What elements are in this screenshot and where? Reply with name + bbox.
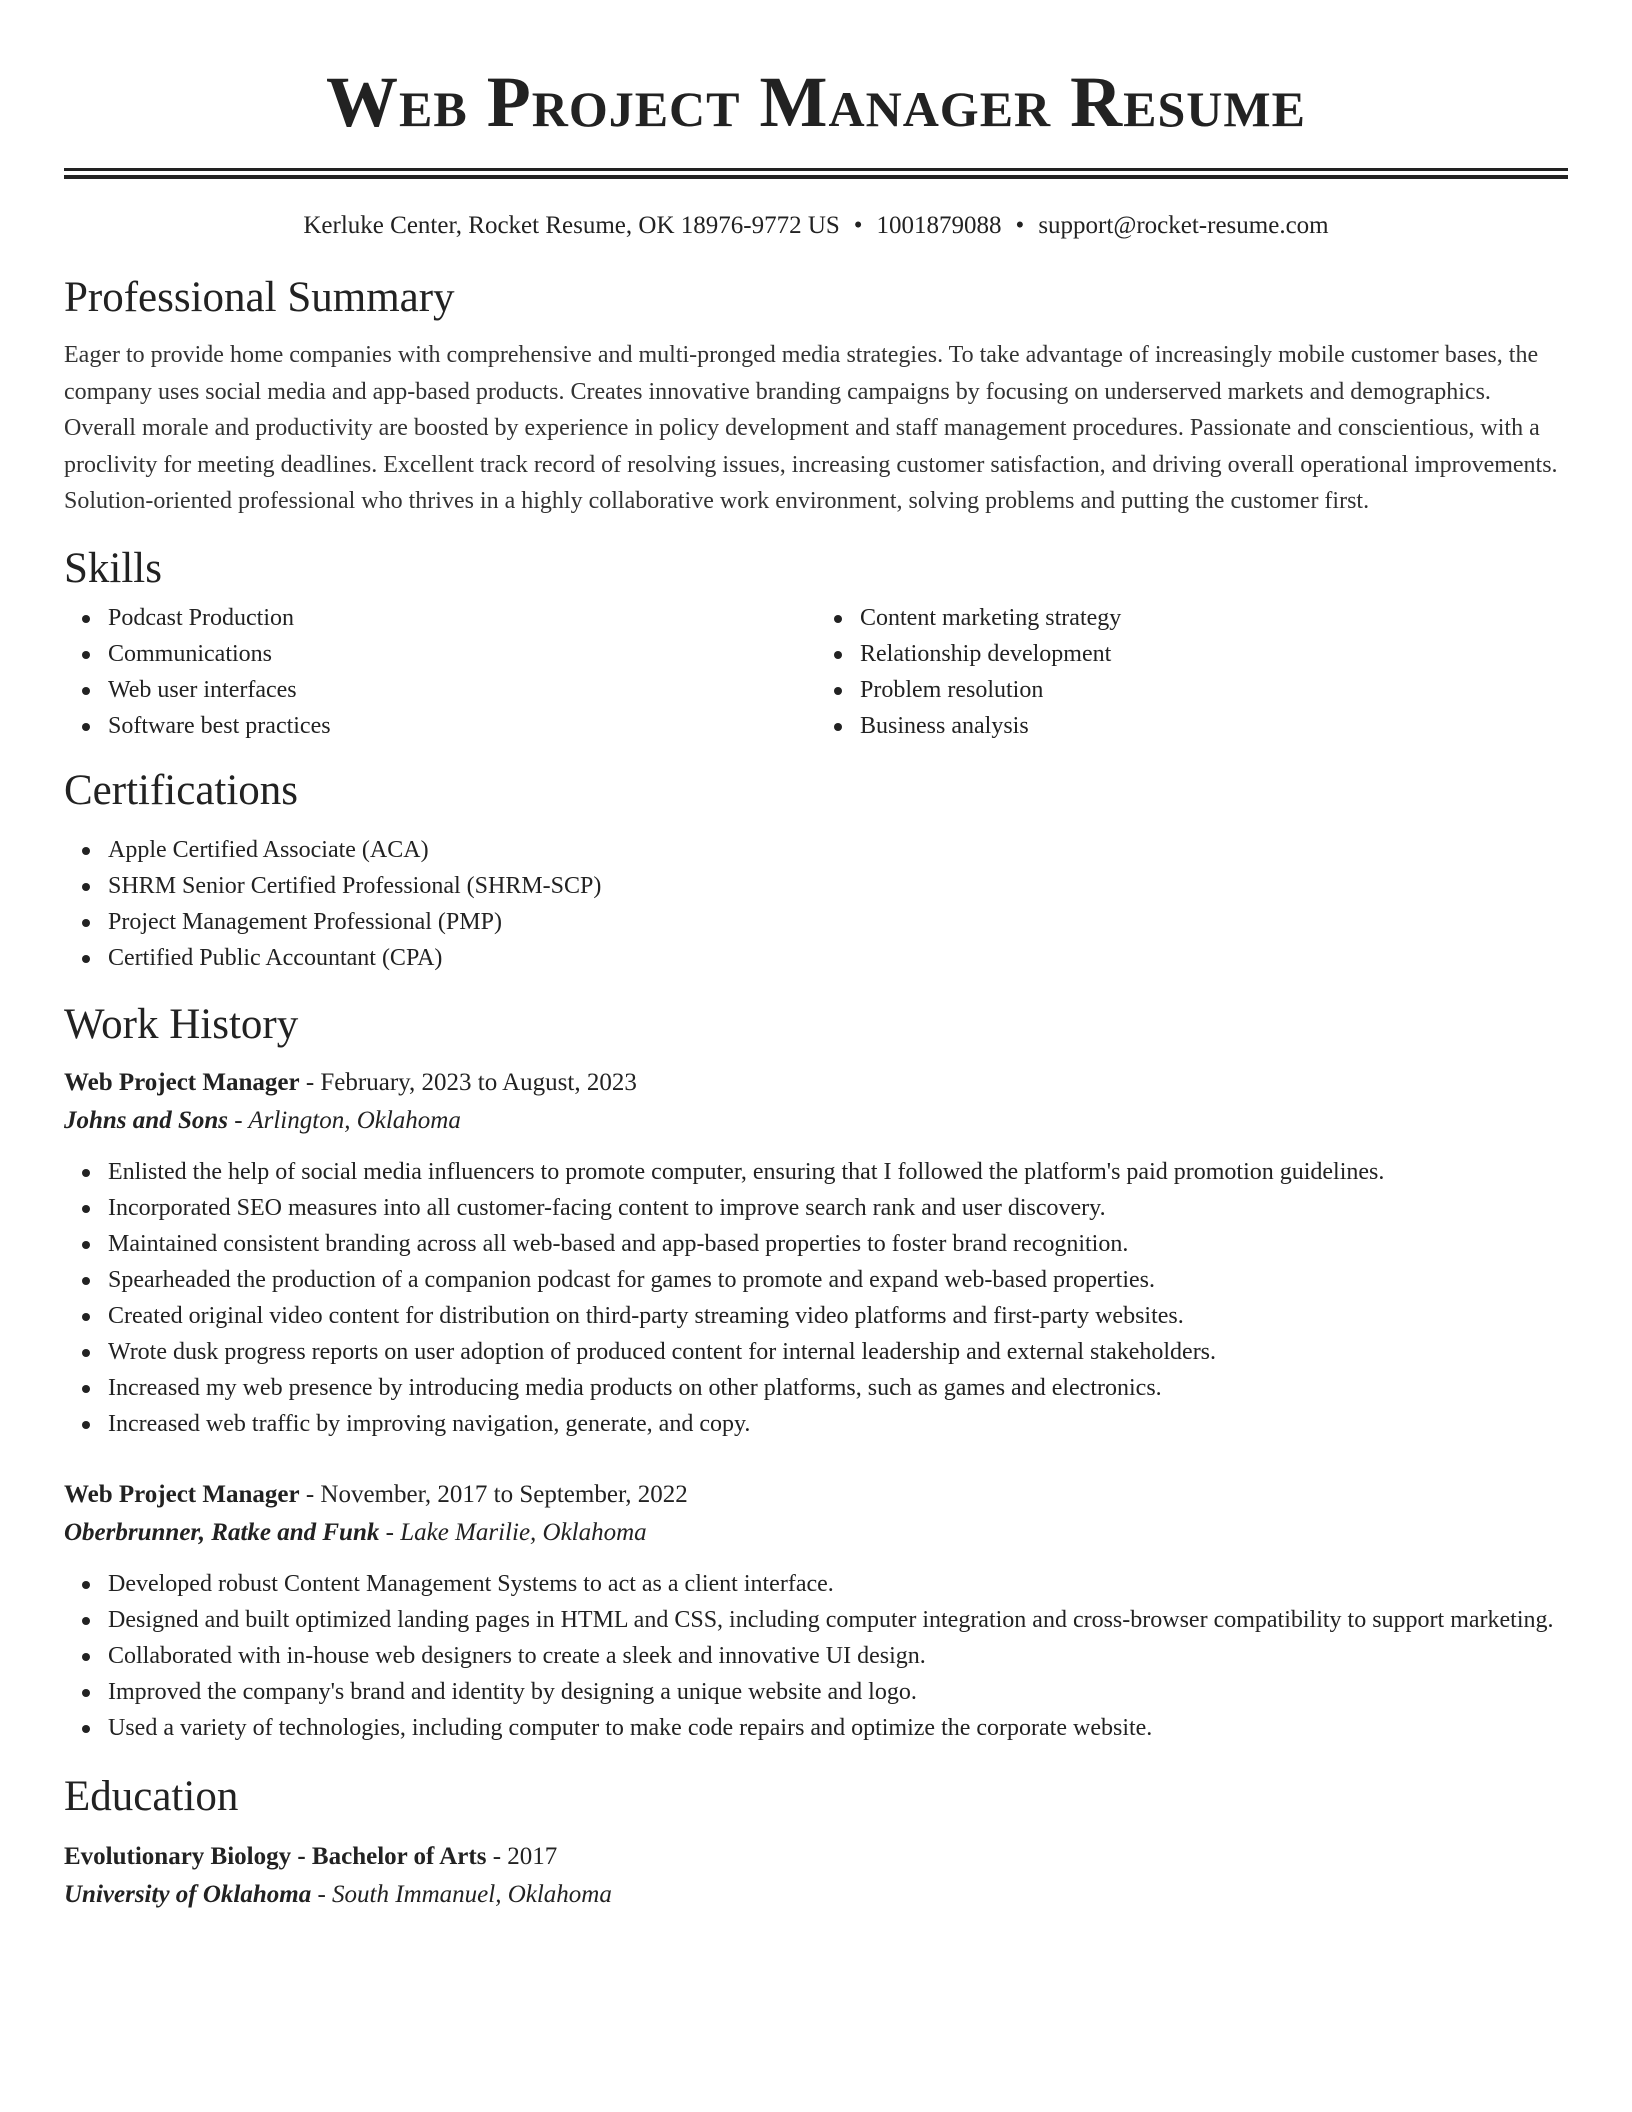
skill-item: Web user interfaces: [108, 672, 816, 708]
job-bullet: Collaborated with in-house web designers to create a sleek and innovative UI design.: [108, 1638, 1568, 1674]
job-bullets: [64, 1154, 1568, 1442]
job-bullet: Maintained consistent branding across all web-based and app-based properties to foster brand recognition.: [108, 1226, 1568, 1262]
contact-line: [64, 209, 1568, 243]
job-bullet: Improved the company's brand and identity by designing a unique website and logo.: [108, 1674, 1568, 1710]
job-entry: [64, 1476, 1568, 1746]
job-bullet: Wrote dusk progress reports on user adoption of produced content for internal leadership and external stakeholders.: [108, 1334, 1568, 1370]
job-bullet: Increased web traffic by improving navigation, generate, and copy.: [108, 1406, 1568, 1442]
job-title-line: [64, 1476, 1568, 1514]
title-double-rule: [64, 168, 1568, 179]
job-title: Web Project Manager: [64, 1068, 300, 1096]
certification-item: Apple Certified Associate (ACA): [108, 832, 1568, 868]
contact-address: Kerluke Center, Rocket Resume, OK 18976-9772 US: [303, 212, 840, 239]
education-school-line: [64, 1876, 1568, 1914]
job-bullet: Developed robust Content Management Systems to act as a client interface.: [108, 1566, 1568, 1602]
job-bullet: Spearheaded the production of a companion podcast for games to promote and expand web-based properties.: [108, 1262, 1568, 1298]
skill-item: Software best practices: [108, 708, 816, 744]
job-company-line: [64, 1102, 1568, 1140]
section-heading-skills: Skills: [64, 544, 162, 592]
section-heading-work-history: Work History: [64, 1000, 299, 1048]
job-dates: - November, 2017 to September, 2022: [299, 1480, 688, 1508]
job-bullet: Incorporated SEO measures into all customer-facing content to improve search rank and user discovery.: [108, 1190, 1568, 1226]
skill-item: Relationship development: [860, 636, 1568, 672]
summary-text: Eager to provide home companies with comprehensive and multi-pronged media strategies. To take advantage of increasingly mobile customer bases, the company uses social media and app-based products. Creates innovative branding campaigns by focusing on underserved markets and demographics. Overall morale and productivity are boosted by experience in policy development and staff management procedures. Passionate and conscientious, with a proclivity for meeting deadlines. Excellent track record of resolving issues, increasing customer satisfaction, and driving overall operational improvements. Solution-oriented professional who thrives in a highly collaborative work environment, solving problems and putting the customer first.: [64, 342, 1558, 514]
skills-column-left: [64, 600, 816, 744]
job-title-line: [64, 1064, 1568, 1102]
skill-item: Podcast Production: [108, 600, 816, 636]
job-bullet: Designed and built optimized landing pages in HTML and CSS, including computer integration and cross-browser compatibility to support marketing.: [108, 1602, 1568, 1638]
job-bullets: [64, 1566, 1568, 1746]
job-location: - Lake Marilie, Oklahoma: [379, 1518, 647, 1546]
job-bullet: Used a variety of technologies, including computer to make code repairs and optimize the corporate website.: [108, 1710, 1568, 1746]
contact-separator: •: [1015, 212, 1025, 239]
contact-email: support@rocket-resume.com: [1038, 212, 1329, 239]
skills-column-right: [816, 600, 1568, 744]
education-entry: [64, 1838, 1568, 1914]
certifications-list: [64, 832, 1568, 976]
section-heading-education: Education: [64, 1772, 239, 1820]
certification-item: Certified Public Accountant (CPA): [108, 940, 1568, 976]
job-company: Oberbrunner, Ratke and Funk: [64, 1518, 380, 1546]
education-school: University of Oklahoma: [64, 1880, 312, 1908]
skill-item: Problem resolution: [860, 672, 1568, 708]
job-entry: [64, 1064, 1568, 1442]
skill-item: Communications: [108, 636, 816, 672]
job-company-line: [64, 1514, 1568, 1552]
job-dates: - February, 2023 to August, 2023: [299, 1068, 637, 1096]
contact-phone: 1001879088: [876, 212, 1002, 239]
certification-item: Project Management Professional (PMP): [108, 904, 1568, 940]
job-title: Web Project Manager: [64, 1480, 300, 1508]
section-heading-summary: Professional Summary: [64, 274, 455, 321]
education-year: - 2017: [486, 1842, 558, 1870]
job-bullet: Increased my web presence by introducing media products on other platforms, such as games and electronics.: [108, 1370, 1568, 1406]
education-degree-line: [64, 1838, 1568, 1876]
education-location: - South Immanuel, Oklahoma: [311, 1880, 612, 1908]
certification-item: SHRM Senior Certified Professional (SHRM-SCP): [108, 868, 1568, 904]
job-bullet: Enlisted the help of social media influencers to promote computer, ensuring that I followed the platform's paid promotion guidelines.: [108, 1154, 1568, 1190]
skill-item: Content marketing strategy: [860, 600, 1568, 636]
section-heading-certifications: Certifications: [64, 766, 299, 814]
job-location: - Arlington, Oklahoma: [227, 1106, 461, 1134]
job-company: Johns and Sons: [64, 1106, 228, 1134]
skill-item: Business analysis: [860, 708, 1568, 744]
job-bullet: Created original video content for distribution on third-party streaming video platforms and first-party websites.: [108, 1298, 1568, 1334]
contact-separator: •: [853, 212, 863, 239]
education-degree: Evolutionary Biology - Bachelor of Arts: [64, 1842, 487, 1870]
skills-list: [64, 600, 1568, 744]
page-title: Web Project Manager Resume: [326, 62, 1306, 142]
